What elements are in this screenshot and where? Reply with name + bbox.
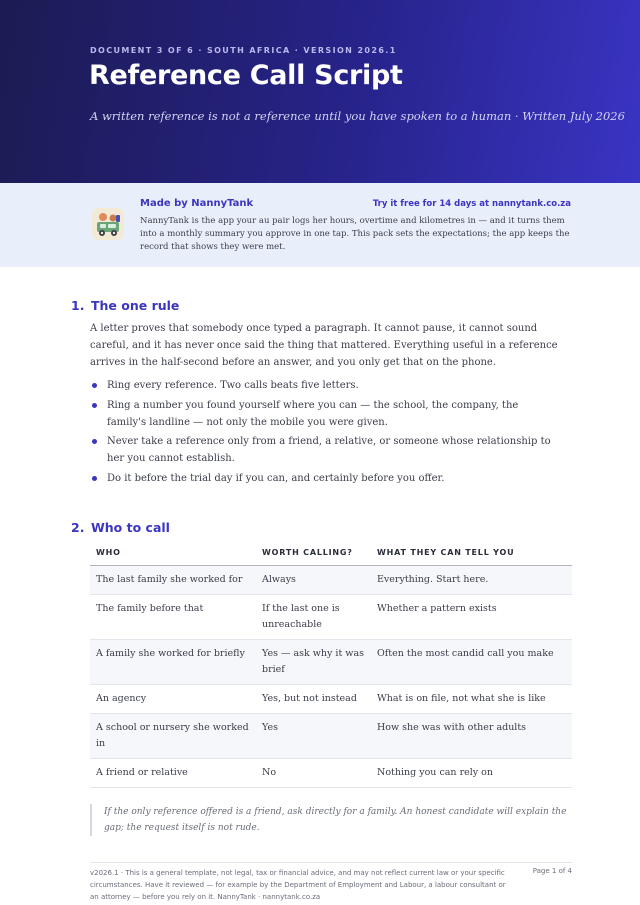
table-cell: No bbox=[256, 759, 371, 788]
table-cell: A school or nursery she worked in bbox=[90, 714, 256, 759]
table-cell: An agency bbox=[90, 685, 256, 714]
page-title: Reference Call Script bbox=[89, 60, 403, 91]
table-cell: The family before that bbox=[90, 595, 256, 640]
section-number: 2. bbox=[71, 520, 85, 535]
table-cell: How she was with other adults bbox=[371, 714, 572, 759]
section-paragraph: A letter proves that somebody once typed a paragraph. It cannot pause, it cannot sound careful, and it has never once said the thing that mattered. Everything useful in a reference arrives in the half-second before an answer, and you only get that on the phone. bbox=[90, 323, 558, 368]
section-title: The one rule bbox=[91, 298, 180, 313]
table-cell: Whether a pattern exists bbox=[371, 595, 572, 640]
section-heading-who-to-call bbox=[71, 520, 170, 535]
bullet-icon bbox=[92, 439, 97, 444]
column-header-what-they-can-tell: WHAT THEY CAN TELL YOU bbox=[371, 541, 572, 566]
list-item bbox=[90, 470, 560, 487]
bullet-icon bbox=[92, 476, 97, 481]
page-number: Page 1 of 4 bbox=[532, 867, 572, 875]
section-title: Who to call bbox=[91, 520, 170, 535]
footer-divider bbox=[90, 862, 572, 863]
list-item bbox=[90, 433, 560, 467]
footer-disclaimer: v2026.1 · This is a general template, not legal, tax or financial advice, and may not reflect current law or your specific circumstances. Have it reviewed — for example by the Department of Employment and Labour, a labour consultant or an attorney — before you rely on it. NannyTank · nannytank.co.za bbox=[90, 869, 506, 901]
section-number: 1. bbox=[71, 298, 85, 313]
table-header-row bbox=[90, 541, 572, 566]
table-row bbox=[90, 566, 572, 595]
table-cell: A friend or relative bbox=[90, 759, 256, 788]
document-header bbox=[0, 0, 640, 183]
table-cell: Often the most candid call you make bbox=[371, 640, 572, 685]
table-cell: The last family she worked for bbox=[90, 566, 256, 595]
promo-heading: Made by NannyTank bbox=[140, 198, 254, 209]
table-cell: If the last one is unreachable bbox=[256, 595, 371, 640]
section-heading-one-rule bbox=[71, 298, 179, 313]
table-cell: Nothing you can rely on bbox=[371, 759, 572, 788]
table-cell: What is on file, not what she is like bbox=[371, 685, 572, 714]
nannytank-logo-icon bbox=[92, 208, 124, 240]
table-cell: Yes bbox=[256, 714, 371, 759]
table-row bbox=[90, 640, 572, 685]
column-header-worth-calling: WORTH CALLING? bbox=[256, 541, 371, 566]
table-row bbox=[90, 759, 572, 788]
rule-bullet-list bbox=[90, 377, 560, 489]
table-row bbox=[90, 685, 572, 714]
list-item bbox=[90, 397, 560, 431]
table-cell: Everything. Start here. bbox=[371, 566, 572, 595]
table-row bbox=[90, 714, 572, 759]
promo-trial-link[interactable]: Try it free for 14 days at nannytank.co.za bbox=[372, 199, 571, 209]
table-cell: Always bbox=[256, 566, 371, 595]
list-item-text: Ring every reference. Two calls beats five letters. bbox=[107, 380, 359, 391]
list-item bbox=[90, 377, 560, 394]
list-item-text: Do it before the trial day if you can, and certainly before you offer. bbox=[107, 472, 445, 484]
bullet-icon bbox=[92, 383, 97, 388]
reference-table bbox=[90, 541, 572, 788]
table-cell: Yes — ask why it was brief bbox=[256, 640, 371, 685]
callout-note: If the only reference offered is a friend, ask directly for a family. An honest candidate will explain the gap; the request itself is not rude. bbox=[90, 804, 570, 836]
bullet-icon bbox=[92, 403, 97, 408]
list-item-text: Ring a number you found yourself where you can — the school, the company, the family's landline — not only the mobile you were given. bbox=[107, 399, 519, 428]
page-subtitle: A written reference is not a reference until you have spoken to a human · Written July 2026 bbox=[90, 109, 625, 123]
table-cell: A family she worked for briefly bbox=[90, 640, 256, 685]
table-cell: Yes, but not instead bbox=[256, 685, 371, 714]
list-item-text: Never take a reference only from a friend, a relative, or someone whose relationship to her you cannot establish. bbox=[107, 436, 551, 464]
table-row bbox=[90, 595, 572, 640]
column-header-who: WHO bbox=[90, 541, 256, 566]
promo-description: NannyTank is the app your au pair logs her hours, overtime and kilometres in — and it turns them into a monthly summary you approve in one tap. This pack sets the expectations; the app keeps the record that shows they were met. bbox=[140, 216, 570, 252]
document-eyebrow: DOCUMENT 3 OF 6 · SOUTH AFRICA · VERSION 2026.1 bbox=[90, 46, 397, 55]
